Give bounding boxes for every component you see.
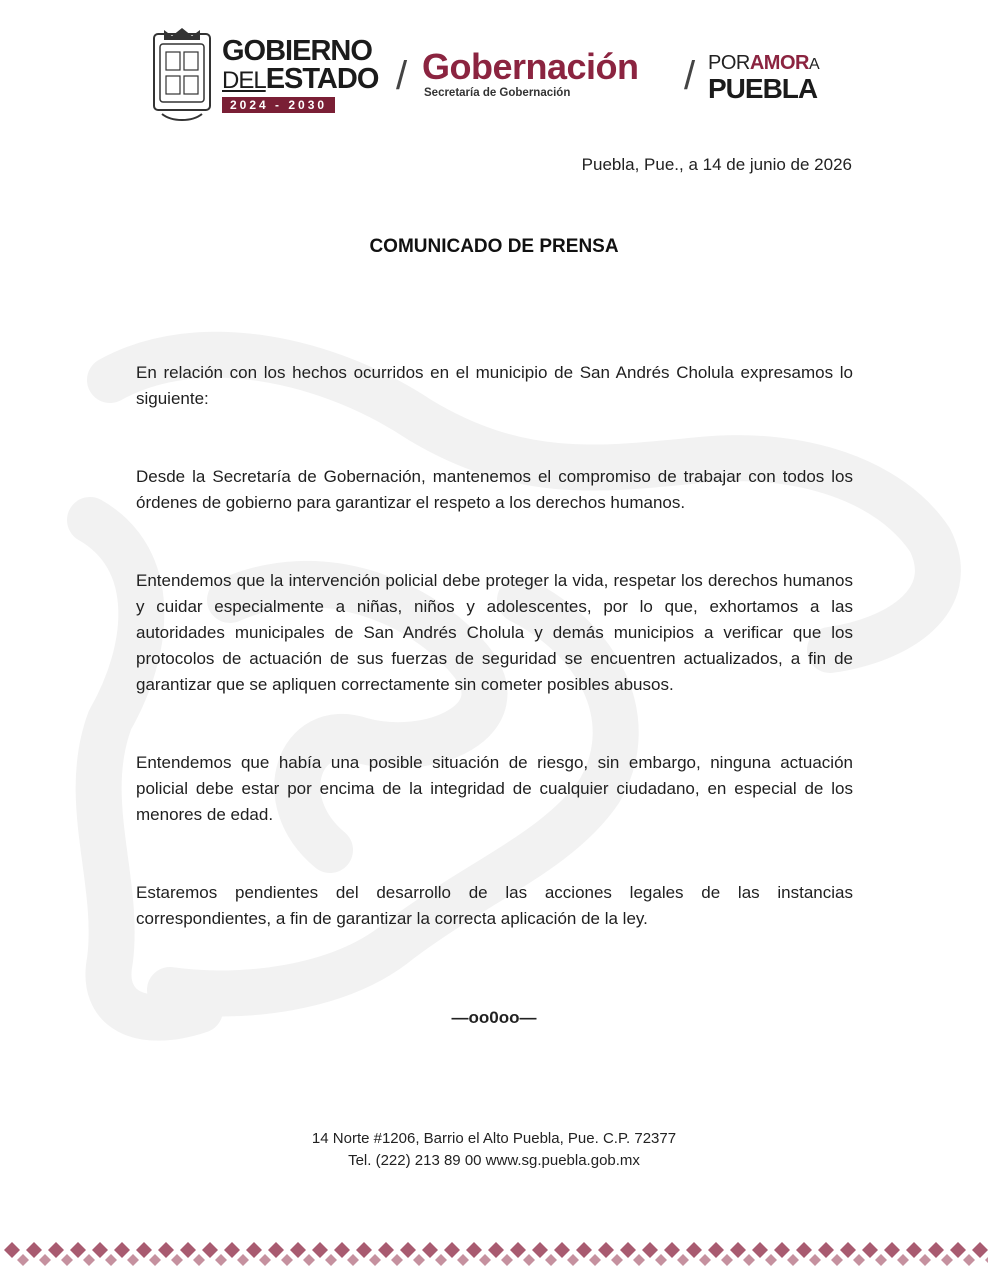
border-motif (840, 1242, 865, 1266)
border-motif (290, 1242, 315, 1266)
footer-contact: Tel. (222) 213 89 00 www.sg.puebla.gob.mx (348, 1152, 640, 1169)
border-motif (378, 1242, 403, 1266)
decorative-border-pattern (0, 1238, 988, 1274)
logo-divider: / (396, 54, 408, 98)
border-motif (400, 1242, 425, 1266)
border-motif (554, 1242, 579, 1266)
state-seal-logo (150, 26, 214, 122)
border-motif (796, 1242, 821, 1266)
border-motif (708, 1242, 733, 1266)
border-motif (752, 1242, 777, 1266)
border-motif (312, 1242, 337, 1266)
logo-text-gobernacion: Gobernación (422, 46, 639, 87)
border-motif (444, 1242, 469, 1266)
closing-mark: —oo0oo— (451, 1008, 537, 1027)
border-motif (70, 1242, 95, 1266)
por-amor-a-puebla-logo (708, 52, 848, 102)
logo-text-del: DEL (222, 67, 266, 94)
border-motif (48, 1242, 73, 1266)
border-motif (620, 1242, 645, 1266)
border-motif (422, 1242, 447, 1266)
border-motif (136, 1242, 161, 1266)
logo-text-estado: ESTADO (265, 63, 379, 95)
border-motif (906, 1242, 931, 1266)
border-motif (818, 1242, 843, 1266)
logo-text-a: A (808, 56, 820, 73)
border-motif (466, 1242, 491, 1266)
logo-text-por: POR (708, 52, 750, 74)
border-motif (114, 1242, 139, 1266)
date-line: Puebla, Pue., a 14 de junio de 2026 (581, 155, 852, 174)
footer-address: 14 Norte #1206, Barrio el Alto Puebla, Pue. C.P. 72377 (311, 1130, 677, 1147)
border-motif (510, 1242, 535, 1266)
logo-text-amor: AMOR (749, 52, 809, 74)
border-motif (224, 1242, 249, 1266)
border-motif (598, 1242, 623, 1266)
border-motif (642, 1242, 667, 1266)
border-motif (334, 1242, 359, 1266)
paragraph: Entendemos que la intervención policial debe proteger la vida, respetar los derechos humanos y cuidar especialmente a niñas, niños y adolescentes, por lo que, exhortamos a las autoridades municipales de San Andrés Cholula y demás municipios a verificar que los protocolos de actuación de sus fuerzas de seguridad se encuentren actualizados, a fin de garantizar que se apliquen correctamente sin cometer posibles abusos. (136, 571, 853, 694)
border-motif (950, 1242, 975, 1266)
logo-years-band: 2024 - 2030 (222, 97, 335, 113)
border-motif (532, 1242, 557, 1266)
border-motif (92, 1242, 117, 1266)
logo-text-gobierno: GOBIERNO (222, 35, 372, 67)
border-motif (862, 1242, 887, 1266)
border-motif (884, 1242, 909, 1266)
border-motif (576, 1242, 601, 1266)
letterhead (150, 26, 850, 126)
paragraph: Estaremos pendientes del desarrollo de las acciones legales de las instancias correspondientes, a fin de garantizar la correcta aplicación de la ley. (136, 883, 853, 928)
border-motif (686, 1242, 711, 1266)
document-title: COMUNICADO DE PRENSA (369, 236, 619, 257)
border-motif (356, 1242, 381, 1266)
footer (0, 1128, 988, 1172)
border-motif (972, 1242, 988, 1266)
border-motif (488, 1242, 513, 1266)
border-motif (202, 1242, 227, 1266)
border-motif (246, 1242, 271, 1266)
logo-text-puebla: PUEBLA (708, 73, 818, 104)
paragraph: Desde la Secretaría de Gobernación, mantenemos el compromiso de trabajar con todos los órdenes de gobierno para garantizar el respeto a los derechos humanos. (136, 467, 853, 512)
border-motif (158, 1242, 183, 1266)
logo-text-secretaria: Secretaría de Gobernación (424, 87, 571, 99)
paragraph: En relación con los hechos ocurridos en el municipio de San Andrés Cholula expresamos lo siguiente: (136, 363, 853, 408)
border-motif (4, 1242, 29, 1266)
border-motif (180, 1242, 205, 1266)
gobierno-del-estado-logo (222, 35, 386, 114)
border-motif (774, 1242, 799, 1266)
gobernacion-logo (422, 48, 639, 100)
border-motif (26, 1242, 51, 1266)
logo-divider: / (684, 54, 696, 98)
paragraph: Entendemos que había una posible situación de riesgo, sin embargo, ninguna actuación policial debe estar por encima de la integridad de cualquier ciudadano, en especial de los menores de edad. (136, 753, 853, 824)
border-motif (664, 1242, 689, 1266)
border-motif (730, 1242, 755, 1266)
border-motif (928, 1242, 953, 1266)
press-release-body (136, 360, 853, 932)
border-motif (268, 1242, 293, 1266)
